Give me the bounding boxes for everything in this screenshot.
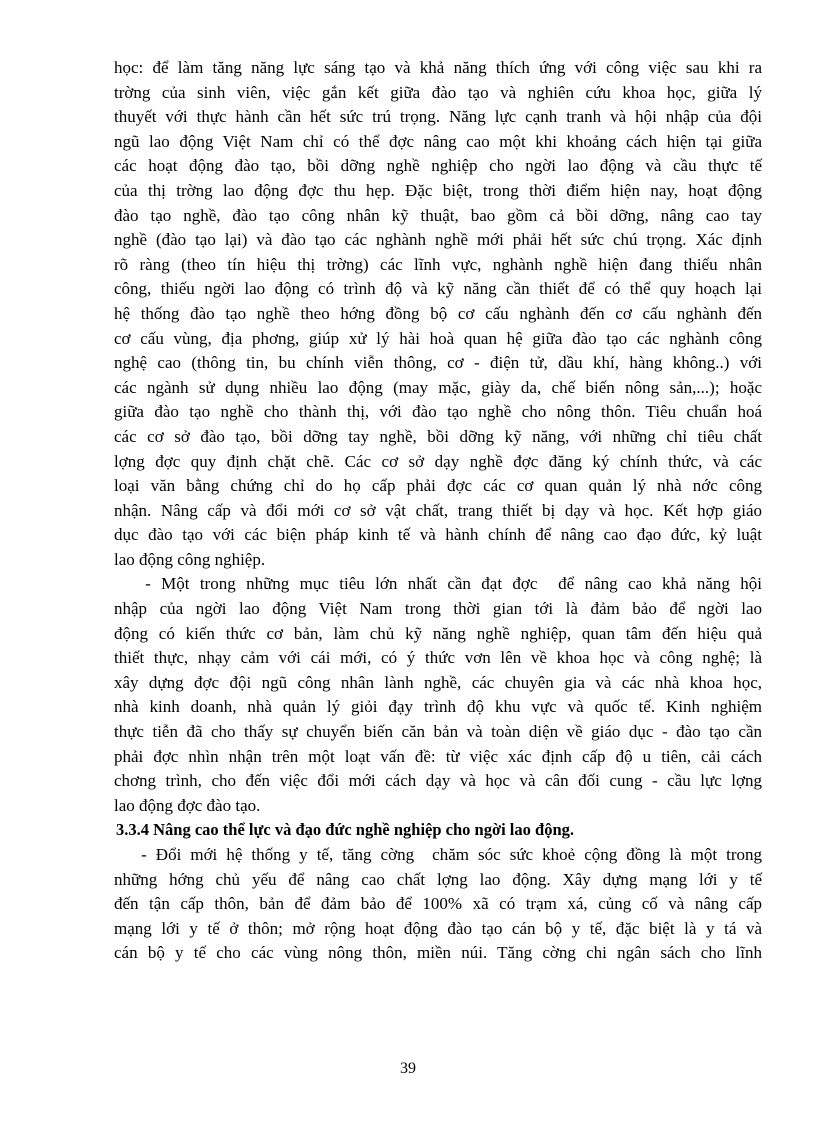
text-line: các ngành sử dụng nhiều lao động (may mặc, giày da, chế biến nông sản,...); hoặc xyxy=(114,377,762,397)
text-line: phải đợc nhìn nhận trên một loạt vấn đề: từ việc xác định cấp độ u tiên, cải cách xyxy=(114,746,762,766)
text-line: học: để làm tăng năng lực sáng tạo và khả năng thích ứng với công việc sau khi ra xyxy=(114,58,762,77)
text-line: của thị trờng lao động đợc thu hẹp. Đặc biệt, trong thời điểm hiện nay, hoạt động xyxy=(114,180,762,200)
text-line: những hớng chủ yếu để nâng cao chất lợng lao động. Xây dựng mạng lới y tế xyxy=(114,869,762,889)
text-line: thiết thực, nhạy cảm với cái mới, có ý thức vơn lên về khoa học và công nghệ; là xyxy=(114,648,762,668)
text-line: đến tận cấp thôn, bản để đảm bảo để 100% xã có trạm xá, củng cố và nâng cấp xyxy=(114,894,762,914)
text-line: các hoạt động đào tạo, bồi dỡng nghề nghiệp cho ngời lao động và cầu thực tế xyxy=(114,156,762,176)
text-line: nghề (đào tạo lại) và đào tạo các nghành nghề mới phải hết sức chú trọng. Xác định xyxy=(114,230,762,250)
text-line: đào tạo nghề, đào tạo công nhân kỹ thuật, bao gồm cả bồi dỡng, nâng cao tay xyxy=(114,205,762,225)
text-line: thuyết với thực hành cần hết sức trú trọng. Năng lực cạnh tranh và hội nhập của đội xyxy=(114,107,762,127)
page-number: 39 xyxy=(400,1060,416,1077)
text-line: lao động công nghiệp. xyxy=(114,549,266,569)
text-line: nhà kinh doanh, nhà quản lý giỏi đạy trình độ khu vực và quốc tế. Kinh nghiệm xyxy=(114,697,762,717)
text-line: rõ ràng (theo tín hiệu thị trờng) các lĩnh vực, nghành nghề hiện đang thiếu nhân xyxy=(114,254,762,274)
text-line: - Một trong những mục tiêu lớn nhất cần đạt đợc để nâng cao khả năng hội xyxy=(114,574,762,594)
text-line: - Đổi mới hệ thống y tế, tăng cờng chăm sóc sức khoẻ cộng đồng là một trong xyxy=(114,845,762,864)
text-line: động có kiến thức cơ bản, làm chủ kỹ năng nghề nghiệp, quan tâm đến hiệu quả xyxy=(114,623,762,643)
text-line: nhập của ngời lao động Việt Nam trong thời gian tới là đảm bảo để ngời lao xyxy=(114,599,762,619)
text-line: dục đào tạo với các biện pháp kinh tế và hành chính để nâng cao đạo đức, kỷ luật xyxy=(114,525,762,545)
text-line: trờng của sinh viên, việc gắn kết giữa đào tạo và nghiên cứu khoa học, giữa lý xyxy=(114,82,762,102)
text-line: nghệ cao (thông tin, bu chính viễn thông, cơ - điện tử, dầu khí, hàng không..) với xyxy=(114,353,762,373)
text-line: lợng đợc quy định chặt chẽ. Các cơ sở dạy nghề đợc đăng ký chính thức, và các xyxy=(114,451,762,471)
text-line: cơ cấu vùng, địa phơng, giúp xử lý hài hoà quan hệ giữa đào tạo các nghành công xyxy=(114,328,762,348)
text-line: nhận. Nâng cấp và đổi mới cơ sở vật chất, trang thiết bị dạy và học. Kết hợp giáo xyxy=(114,500,762,520)
section-heading: 3.3.4 Nâng cao thể lực và đạo đức nghề nghiệp cho ngời lao động. xyxy=(116,820,574,840)
text-line: công, thiếu ngời lao động có trình độ và kỹ năng cần thiết để có thể quy hoạch lại xyxy=(114,279,762,299)
text-line: loại văn bằng chứng chỉ do họ cấp phải đợc các cơ quan quản lý nhà nớc công xyxy=(114,476,762,496)
text-line: các cơ sở đào tạo, bồi dỡng tay nghề, bồi dỡng kỹ năng, với những chỉ tiêu chất xyxy=(114,426,762,446)
text-line: giữa đào tạo nghề cho thành thị, với đào tạo nghề cho nông thôn. Tiêu chuẩn hoá xyxy=(114,402,762,422)
body-text xyxy=(114,56,762,966)
text-line: thực tiễn đã cho thấy sự chuyển biến căn bản và toàn diện về giáo dục - đào tạo cần xyxy=(114,722,762,742)
text-line: lao động đợc đào tạo. xyxy=(114,795,261,815)
text-line: hệ thống đào tạo nghề theo hớng đồng bộ cơ cấu nghành đến cơ cấu nghành đến xyxy=(114,303,762,323)
text-line: chơng trình, cho đến việc đổi mới cách dạy và học và cân đối cung - cầu lực lợng xyxy=(114,771,762,791)
text-line: mạng lới y tế ở thôn; mở rộng hoạt động đào tạo cán bộ y tế, đặc biệt là y tá và xyxy=(114,918,762,938)
text-line: xây dựng đợc đội ngũ công nhân lành nghề, các chuyên gia và các nhà khoa học, xyxy=(114,672,762,692)
text-line: cán bộ y tế cho các vùng nông thôn, miền núi. Tăng cờng chi ngân sách cho lĩnh xyxy=(114,943,762,963)
text-line: ngũ lao động Việt Nam chỉ có thể đợc nâng cao một khi khoảng cách hiện tại giữa xyxy=(114,131,762,151)
